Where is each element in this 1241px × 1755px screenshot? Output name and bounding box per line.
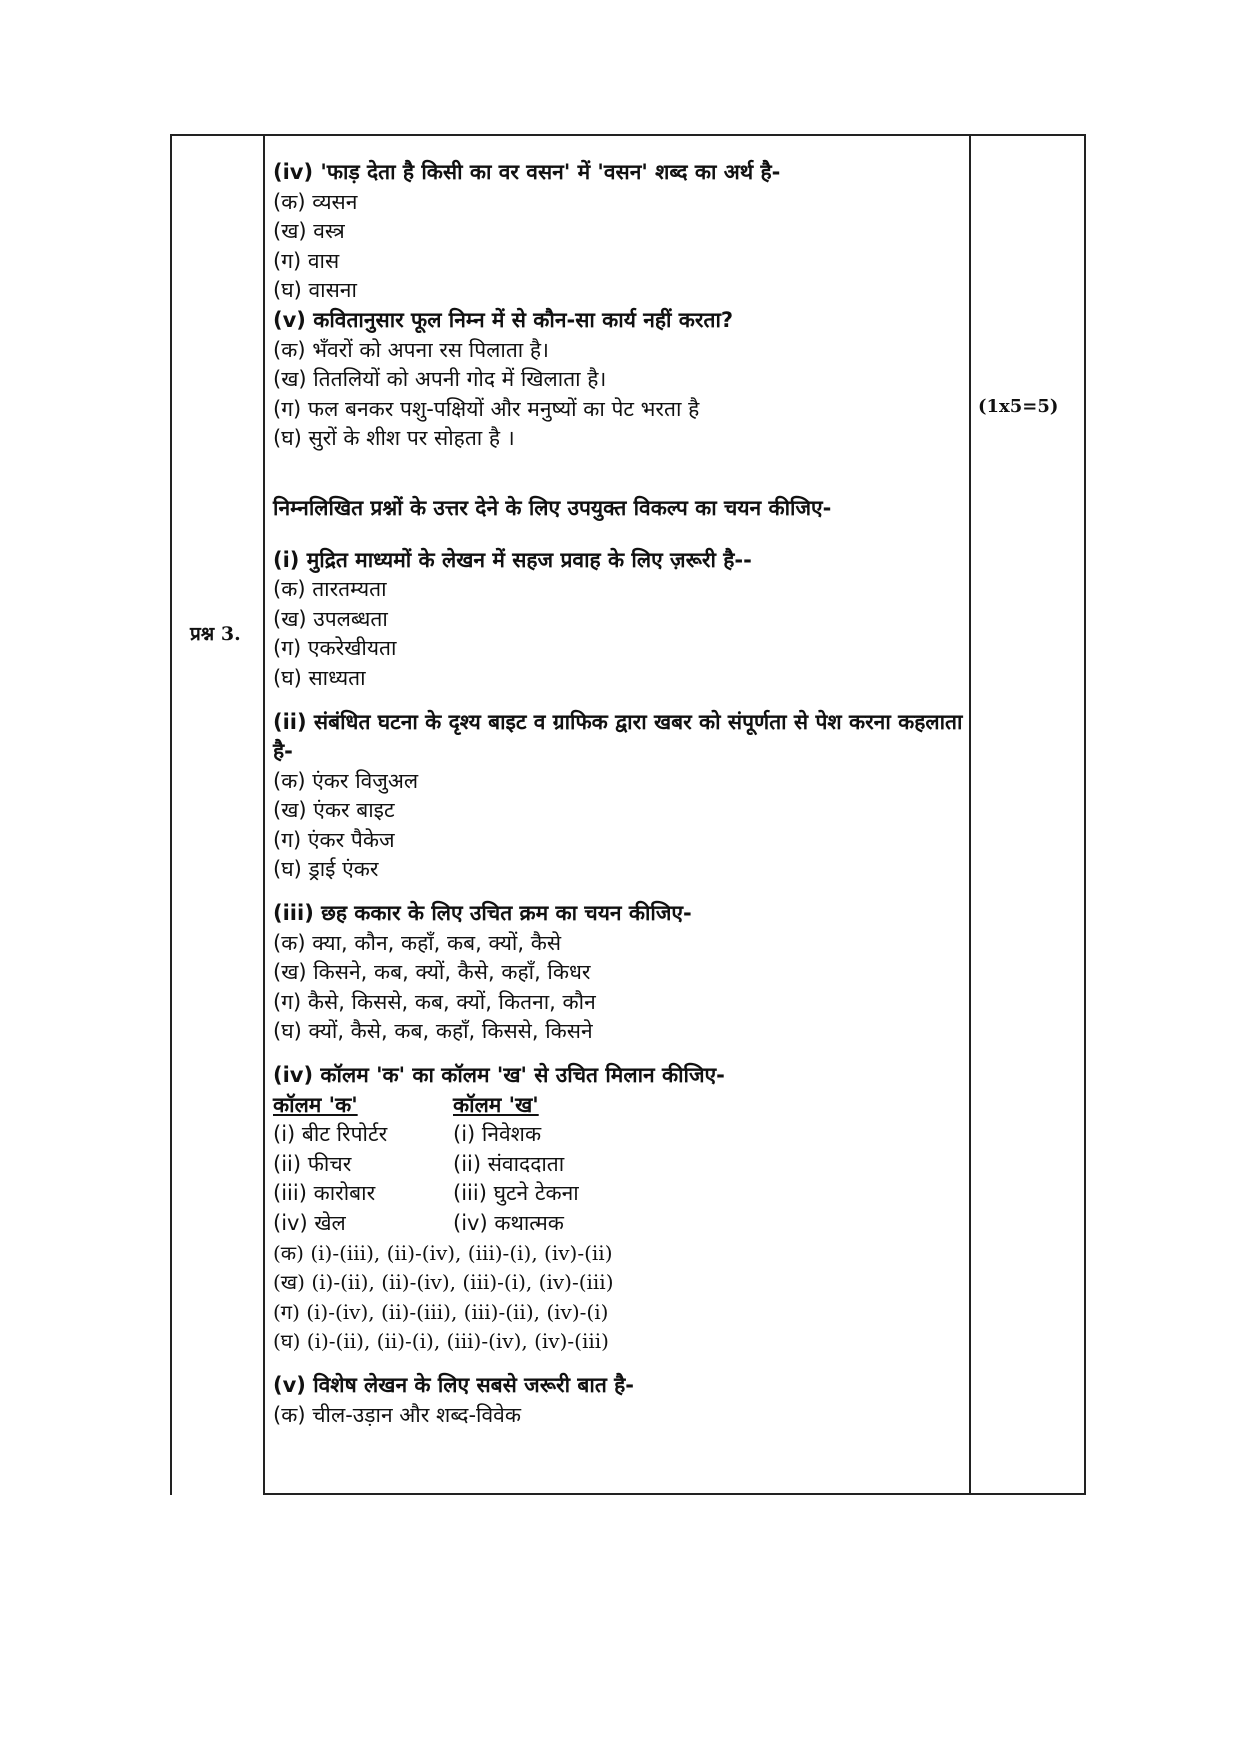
table-bottom-border — [263, 1493, 1086, 1495]
option: (ख) किसने, कब, क्यों, कैसे, कहाँ, किधर — [273, 960, 591, 985]
question-text: (i) मुद्रित माध्यमों के लेखन में सहज प्रवाह के लिए ज़रूरी है-- — [273, 547, 752, 572]
question-text: (iv) 'फाड़ देता है किसी का वर वसन' में 'वसन' शब्द का अर्थ है- — [273, 160, 781, 184]
match-row — [273, 1150, 973, 1180]
option: (घ) वासना — [273, 278, 357, 303]
option: (क) तारतम्यता — [273, 577, 387, 602]
marks-allotted: (1x5=5) — [978, 396, 1059, 417]
option: (क) चील-उड़ान और शब्द-विवेक — [273, 1402, 521, 1427]
column-b-item: (iv) कथात्मक — [453, 1211, 564, 1235]
option: (ख) उपलब्धता — [273, 606, 388, 631]
question-number: प्रश्न 3. — [190, 623, 241, 645]
option: (घ) (i)-(ii), (ii)-(i), (iii)-(iv), (iv)-(iii) — [273, 1329, 609, 1354]
option: (ग) एकरेखीयता — [273, 636, 397, 661]
match-row — [273, 1209, 973, 1239]
option: (ख) एंकर बाइट — [273, 798, 395, 823]
option: (घ) साध्यता — [273, 665, 366, 690]
column-a-item: (i) बीट रिपोर्टर — [273, 1122, 388, 1147]
match-row — [273, 1120, 973, 1150]
question-text: (iv) कॉलम 'क' का कॉलम 'ख' से उचित मिलान कीजिए- — [273, 1063, 725, 1088]
column-a-header: कॉलम 'क' — [273, 1092, 358, 1117]
column-a-item: (ii) फीचर — [273, 1151, 352, 1176]
option: (ग) एंकर पैकेज — [273, 827, 395, 852]
column-a-item: (iii) कारोबार — [273, 1181, 376, 1206]
option: (क) व्यसन — [273, 189, 358, 214]
column-b-header: कॉलम 'ख' — [453, 1092, 539, 1117]
column-b-item: (iii) घुटने टेकना — [453, 1181, 579, 1206]
column-headers — [273, 1091, 973, 1121]
option: (ख) (i)-(ii), (ii)-(iv), (iii)-(i), (iv)-(iii) — [273, 1270, 614, 1295]
column-b-item: (ii) संवाददाता — [453, 1151, 565, 1176]
question-text: (iii) छह ककार के लिए उचित क्रम का चयन कीजिए- — [273, 901, 692, 926]
column-divider-1 — [263, 134, 265, 1495]
option: (क) (i)-(iii), (ii)-(iv), (iii)-(i), (iv)-(ii) — [273, 1240, 613, 1265]
option: (क) क्या, कौन, कहाँ, कब, क्यों, कैसे — [273, 930, 562, 955]
table-top-border — [170, 134, 1086, 136]
option: (क) भँवरों को अपना रस पिलाता है। — [273, 337, 550, 362]
table-right-border — [1084, 134, 1086, 1495]
match-row — [273, 1179, 973, 1209]
option: (क) एंकर विजुअल — [273, 768, 419, 793]
question-content — [273, 158, 973, 1430]
option: (घ) क्यों, कैसे, कब, कहाँ, किससे, किसने — [273, 1019, 593, 1044]
option: (ख) वस्त्र — [273, 219, 345, 244]
option: (ग) वास — [273, 248, 340, 273]
column-b-item: (i) निवेशक — [453, 1122, 542, 1147]
option: (ग) कैसे, किससे, कब, क्यों, कितना, कौन — [273, 989, 596, 1014]
option: (ग) (i)-(iv), (ii)-(iii), (iii)-(ii), (iv)-(i) — [273, 1299, 609, 1324]
question-text: (ii) संबंधित घटना के दृश्य बाइट व ग्राफिक द्वारा खबर को संपूर्णता से पेश करना कहलाता है- — [273, 709, 963, 764]
section-instruction: निम्नलिखित प्रश्नों के उत्तर देने के लिए उपयुक्त विकल्प का चयन कीजिए- — [273, 495, 832, 520]
option: (ग) फल बनकर पशु-पक्षियों और मनुष्यों का पेट भरता है — [273, 396, 700, 421]
option: (घ) ड्राई एंकर — [273, 857, 379, 882]
question-text: (v) कवितानुसार फूल निम्न में से कौन-सा कार्य नहीं करता? — [273, 307, 734, 332]
option: (घ) सुरों के शीश पर सोहता है । — [273, 426, 515, 451]
table-left-border — [170, 134, 172, 1495]
question-text: (v) विशेष लेखन के लिए सबसे जरूरी बात है- — [273, 1372, 634, 1397]
option: (ख) तितलियों को अपनी गोद में खिलाता है। — [273, 367, 607, 392]
column-a-item: (iv) खेल — [273, 1211, 346, 1235]
